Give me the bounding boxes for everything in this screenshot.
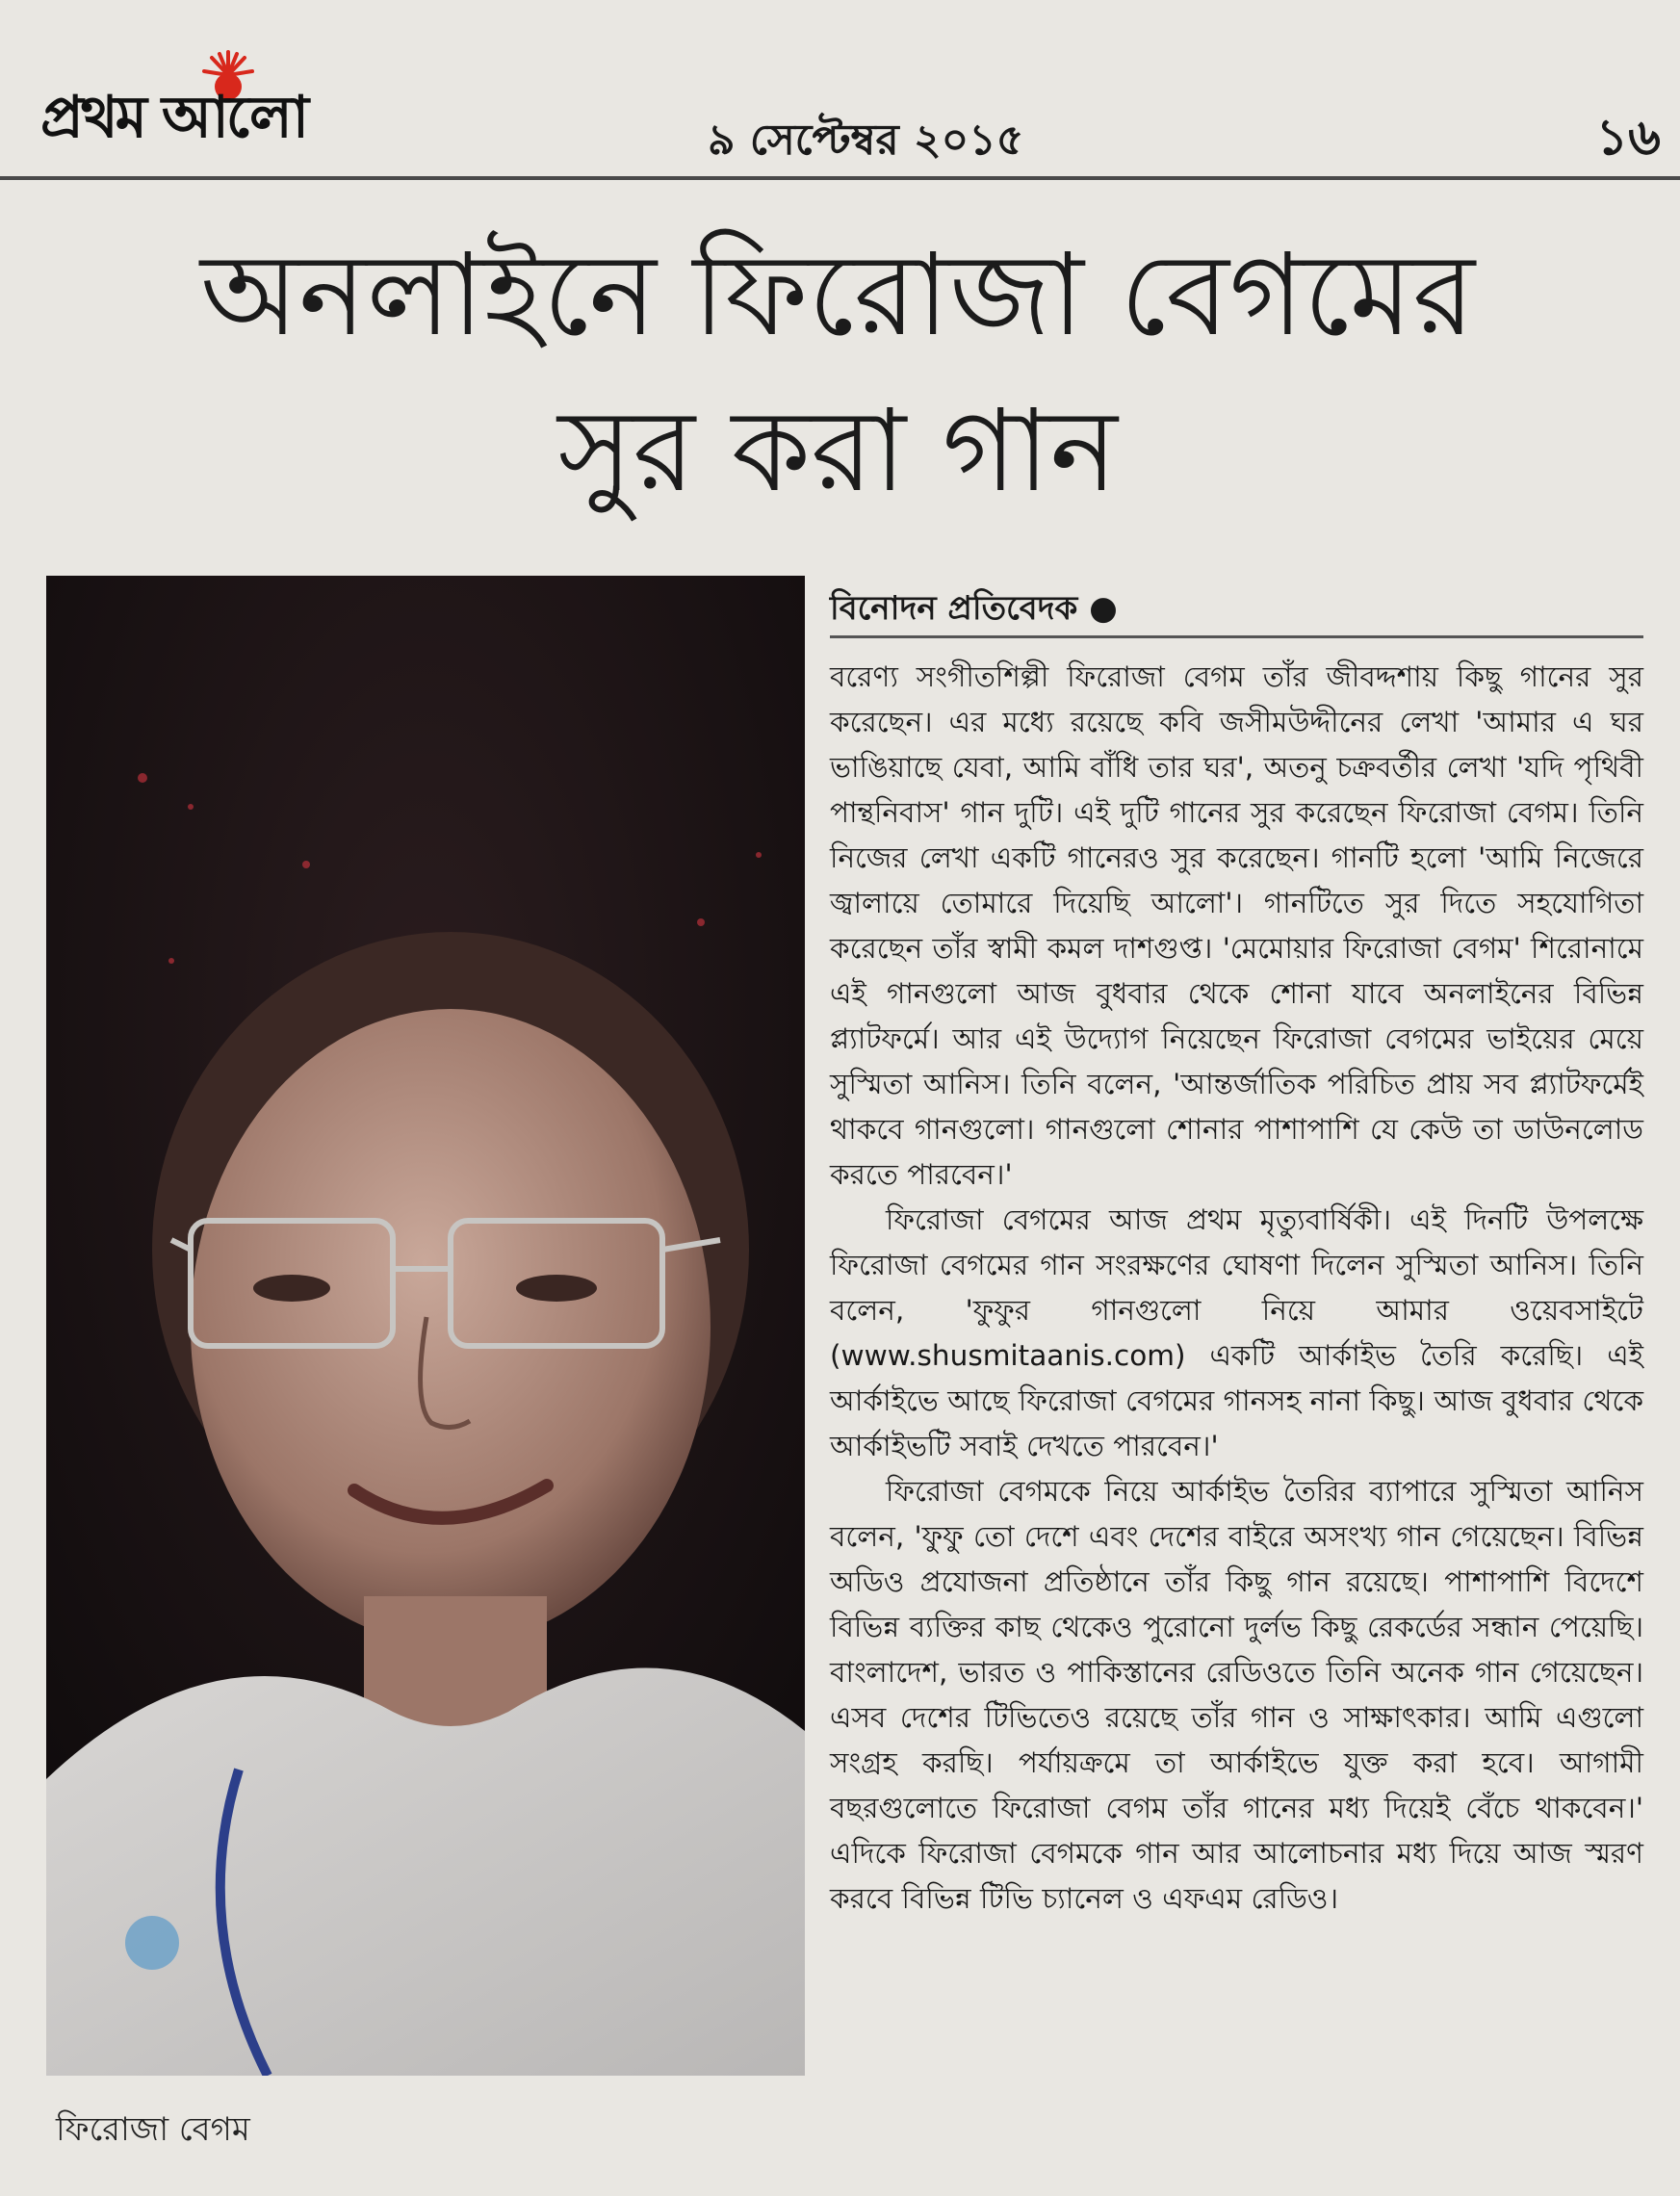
article-paragraph-2: ফিরোজা বেগমের আজ প্রথম মৃত্যুবার্ষিকী। এই দিনটি উপলক্ষে ফিরোজা বেগমের গান সংরক্ষণের ঘোষণা দিলেন সুস্মিতা আনিস। তিনি বলেন, 'ফুফুর গানগুলো নিয়ে আমার ওয়েবসাইটে (www.shusmitaanis.com) একটি আর্কাইভ তৈরি করেছি। এই আর্কাইভে আছে ফিরোজা বেগমের গানসহ নানা কিছু। আজ বুধবার থেকে আর্কাইভটি সবাই দেখতে পারবেন।'	[830, 1203, 1643, 1462]
article-paragraph-3: ফিরোজা বেগমকে নিয়ে আর্কাইভ তৈরির ব্যাপারে সুস্মিতা আনিস বলেন, 'ফুফু তো দেশে এবং দেশের বাইরে অসংখ্য গান গেয়েছেন। বিভিন্ন অডিও প্রযোজনা প্রতিষ্ঠানে তাঁর কিছু গান রয়েছে। পাশাপাশি বিদেশে বিভিন্ন ব্যক্তির কাছ থেকেও পুরোনো দুর্লভ কিছু রেকর্ডের সন্ধান পেয়েছি। বাংলাদেশ, ভারত ও পাকিস্তানের রেডিওতে তিনি অনেক গান গেয়েছেন। এসব দেশের টিভিতেও রয়েছে তাঁর গান ও সাক্ষাৎকার। আমি এগুলো সংগ্রহ করছি। পর্যায়ক্রমে তা আর্কাইভে যুক্ত করা হবে। আগামী বছরগুলোতে ফিরোজা বেগম তাঁর গানের মধ্য দিয়েই বেঁচে থাকবেন।' এদিকে ফিরোজা বেগমকে গান আর আলোচনার মধ্য দিয়ে আজ স্মরণ করবে বিভিন্ন টিভি চ্যানেল ও এফএম রেডিও।	[830, 1475, 1643, 1915]
headline-line-2: সুর করা গান	[557, 384, 1118, 517]
photo-caption: ফিরোজা বেগম	[56, 2110, 250, 2149]
article-body	[830, 655, 1643, 1922]
newspaper-logo	[40, 46, 373, 160]
headline	[39, 217, 1637, 529]
byline-rule	[830, 635, 1643, 638]
masthead-rule	[0, 176, 1680, 180]
logo-text: প্রথম আলো	[40, 84, 307, 151]
headline-line-1: অনলাইনে ফিরোজা বেগমের	[199, 228, 1476, 361]
masthead	[0, 0, 1680, 178]
portrait-photo	[46, 576, 805, 2076]
portrait-illustration	[46, 576, 805, 2076]
byline: বিনোদন প্রতিবেদক ●	[830, 589, 1118, 628]
issue-date: ৯ সেপ্টেম্বর ২০১৫	[708, 116, 1024, 165]
article-paragraph-1: বরেণ্য সংগীতশিল্পী ফিরোজা বেগম তাঁর জীবদ্দশায় কিছু গানের সুর করেছেন। এর মধ্যে রয়েছে কবি জসীমউদ্দীনের লেখা 'আমার এ ঘর ভাঙিয়াছে যেবা, আমি বাঁধি তার ঘর', অতনু চক্রবর্তীর লেখা 'যদি পৃথিবী পান্থনিবাস' গান দুটি। এই দুটি গানের সুর করেছেন ফিরোজা বেগম। তিনি নিজের লেখা একটি গানেরও সুর করেছেন। গানটি হলো 'আমি নিজেরে জ্বালায়ে তোমারে দিয়েছি আলো'। গানটিতে সুর দিতে সহযোগিতা করেছেন তাঁর স্বামী কমল দাশগুপ্ত। 'মেমোয়ার ফিরোজা বেগম' শিরোনামে এই গানগুলো আজ বুধবার থেকে শোনা যাবে অনলাইনের বিভিন্ন প্ল্যাটফর্মে। আর এই উদ্যোগ নিয়েছেন ফিরোজা বেগমের ভাইয়ের মেয়ে সুস্মিতা আনিস। তিনি বলেন, 'আন্তর্জাতিক পরিচিত প্রায় সব প্ল্যাটফর্মেই থাকবে গানগুলো। গানগুলো শোনার পাশাপাশি যে কেউ তা ডাউনলোড করতে পারবেন।'	[830, 660, 1643, 1191]
page-number: ১৬	[1595, 109, 1661, 167]
